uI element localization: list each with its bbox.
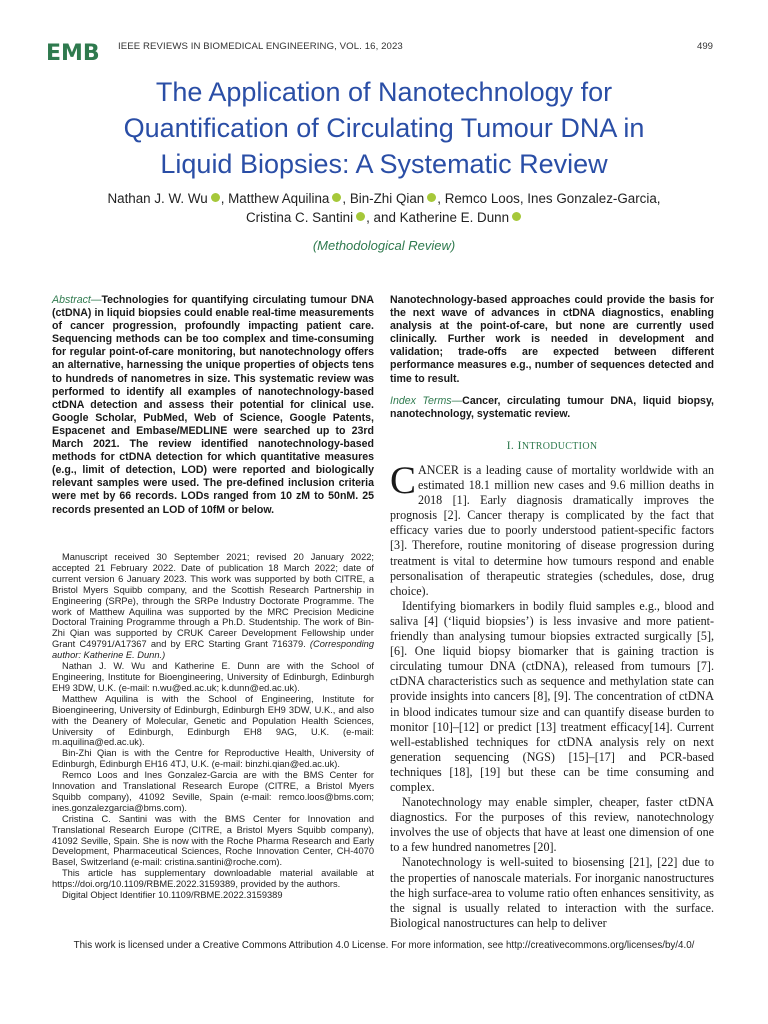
emb-logo [46, 42, 106, 72]
author-name: , Matthew Aquilina [220, 191, 330, 206]
paragraph: Identifying biomarkers in bodily fluid samples e.g., blood and saliva [4] (‘liquid biopsies’) is less invasive and more patient-friendly than analysing tumour biopsies extracted surgically [5], [6]. One liquid biopsy biomarker that is gaining traction is circulating tumour DNA (ctDNA), released from tumours [7]. ctDNA characteristics such as sequence and methylation state can provide insights into cancers [8], [9]. The concentration of ctDNA in blood indicates tumour size and can quantify disease burden to monitor [10]–[12] or predict [13] treatment efficacy[14]. Current well-established techniques for ctDNA analysis rely on next generation sequencing (NGS) [15]–[17] and PCR-based techniques [18], [19] but these can be time consuming and complex. [390, 598, 714, 794]
page-number: 499 [696, 41, 713, 52]
paper-title [60, 74, 708, 182]
section-title-rest: NTRODUCTION [521, 441, 598, 452]
review-type: (Methodological Review) [312, 238, 456, 253]
author-name: , Bin-Zhi Qian [342, 191, 425, 206]
author-name: Nathan J. W. Wu [107, 191, 208, 206]
footnote [52, 552, 374, 661]
abstract-continuation: Nanotechnology-based approaches could provide the basis for the next wave of advances in ctDNA diagnostics, enabling analysis at the point-of-care, but none are currently used clinically. Further work is needed in development and validation; trade-offs are expected between different performance measures e.g., number of sequences detected and time to result. [390, 294, 714, 385]
title-line: The Application of Nanotechnology for [155, 77, 613, 107]
license-notice: This work is licensed under a Creative Commons Attribution 4.0 License. For more information, see http://creativecommons.org/licenses/by/4.0/ [73, 940, 695, 951]
index-terms-label: Index Terms— [390, 395, 463, 407]
abstract [52, 294, 374, 517]
author-name: , Remco Loos, Ines Gonzalez-Garcia, [437, 191, 661, 206]
emb-logo-text: EMB [46, 41, 100, 66]
corresponding-author: (Corresponding author: Katherine E. Dunn.) [52, 639, 374, 661]
title-line: Liquid Biopsies: A Systematic Review [160, 149, 608, 179]
orcid-icon[interactable] [427, 193, 436, 202]
journal-header: IEEE REVIEWS IN BIOMEDICAL ENGINEERING, VOL. 16, 2023 [118, 41, 403, 52]
index-terms-text: Cancer, circulating tumour DNA, liquid biopsy, nanotechnology, systematic review. [390, 395, 714, 421]
orcid-icon[interactable] [332, 193, 341, 202]
footnote: This article has supplementary downloadable material available at https://doi.org/10.1109/RBME.2022.3159389, provided by the authors. [52, 868, 374, 890]
footnote: Nathan J. W. Wu and Katherine E. Dunn are with the School of Engineering, Institute for Bioengineering, University of Edinburgh, Edinburgh EH9 3DW, U.K. (e-mail: n.wu@ed.ac.uk; k.dunn@ed.ac.uk). [52, 661, 374, 693]
paragraph: Nanotechnology is well-suited to biosensing [21], [22] due to the properties of nanoscale materials. For inorganic nanostructures the high surface-area to volume ratio often enhances sensitivity, as the signal is usually related to interaction with the surface. Biological nanostructures can help to deliver [390, 855, 714, 930]
paragraph [390, 459, 714, 599]
footnotes [52, 552, 374, 901]
footnote: Bin-Zhi Qian is with the Centre for Reproductive Health, University of Edinburgh, Edinburgh EH16 4TJ, U.K. (e-mail: binzhi.qian@ed.ac.uk). [52, 748, 374, 770]
section-title-first: I [517, 438, 522, 452]
paragraph-text: is a leading cause of mortality worldwide with an estimated 18.1 million new cases and 9.6 million deaths in 2018 [1]. Early diagnosis dramatically improves the prognosis [2]. Cancer therapy is complicated by the fact that efficacy varies due to poorly understood patient-specific factors [3]. Therefore, routine monitoring of disease progression during treatment is vital to determine how tumours respond and enable personalisation of therapeutic strategies (schedules, dose, drug choice). [390, 463, 714, 598]
index-terms [390, 395, 714, 421]
footnote: Matthew Aquilina is with the School of Engineering, Institute for Bioengineering, University of Edinburgh, Edinburgh EH9 3DW, U.K., and also with the Deanery of Molecular, Genetic and Population Health Sciences, University of Edinburgh, Edinburgh EH8 9AG, U.K. (e-mail: m.aquilina@ed.ac.uk). [52, 693, 374, 748]
footnote-text: Manuscript received 30 September 2021; revised 20 January 2022; accepted 21 February 2022. Date of publication 18 March 2022; date of current version 6 January 2023. This work was supported by both CITRE, a Bristol Myers Squibb company, and the Scottish Research Partnership in Engineering (SRPe), through the SRPe Industry Doctorate Programme. The work of Matthew Aquilina was supported by the MRC Precision Medicine Doctoral Training Programme through a Ph.D. Studentship. The work of Bin-Zhi Qian was supported by CRUK Career Development Fellowship under Grant C49791/A17367 and by ERC Starting Grant 716379. [52, 552, 374, 650]
title-line: Quantification of Circulating Tumour DNA in [123, 113, 645, 143]
abstract-text: Technologies for quantifying circulating tumour DNA (ctDNA) in liquid biopsies could enable real-time measurements of cancer progression, profoundly impacting patient care. Sequencing methods can be too complex and time-consuming for regular point-of-care monitoring, but nanotechnology offers an alternative, harnessing the unique properties of objects tens to hundreds of nanometres in size. This systematic review was performed to identify all examples of nanotechnology-based ctDNA detection and assess their potential for clinical use. Google Scholar, PubMed, Web of Science, Google Patents, Espacenet and Embase/MEDLINE were searched up to 23rd March 2021. The review identified nanotechnology-based methods for ctDNA detection for which quantitative measures (e.g., limit of detection, LOD) were reported and biologically relevant samples were used. The pre-defined inclusion criteria were met by 66 records. LODs ranged from 10 zM to 50nM. 25 records presented an LOD of 10fM or below. [52, 294, 374, 516]
abstract-label: Abstract— [52, 294, 102, 306]
drop-cap: C [390, 459, 417, 502]
author-name: Cristina C. Santini [245, 210, 354, 225]
orcid-icon[interactable] [512, 212, 521, 221]
small-caps-word: ANCER [418, 463, 460, 477]
paragraph: Nanotechnology may enable simpler, cheaper, faster ctDNA diagnostics. For the purposes of this review, nanotechnology involves the use of objects that have at least one dimension of one to a few hundred nanometres [20]. [390, 795, 714, 855]
footnote: Digital Object Identifier 10.1109/RBME.2022.3159389 [62, 890, 283, 901]
footnote: Cristina C. Santini was with the BMS Center for Innovation and Translational Research Europe (CITRE, a Bristol Myers Squibb company), 41092 Seville, Spain. She is now with the Roche Pharma Research and Early Development, Pharmaceutical Sciences, Roche Innovation Center, CH-4070 Basel, Switzerland (e-mail: cristina.santini@roche.com). [52, 813, 374, 868]
section-heading [390, 438, 714, 453]
orcid-icon[interactable] [356, 212, 365, 221]
orcid-icon[interactable] [211, 193, 220, 202]
footnote: Remco Loos and Ines Gonzalez-Garcia are with the BMS Center for Innovation and Translational Research Europe (CITRE, a Bristol Myers Squibb company), 41092 Seville, Spain (e-mail: remco.loos@bms.com; ines.gonzalezgarcia@bms.com). [52, 770, 374, 813]
author-list [40, 189, 728, 227]
section-number: I. [506, 438, 515, 452]
author-name: , and Katherine E. Dunn [366, 210, 510, 225]
introduction-body [390, 459, 714, 931]
